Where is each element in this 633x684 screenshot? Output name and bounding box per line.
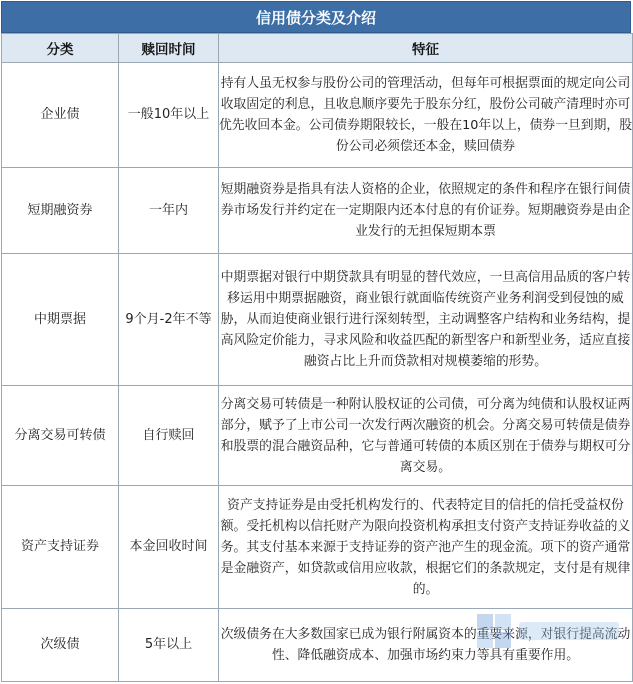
column-header-redemption: 赎回时间 [119, 34, 219, 63]
redemption-cell: 一年内 [119, 168, 219, 254]
redemption-cell: 自行赎回 [119, 386, 219, 486]
features-cell: 持有人虽无权参与股份公司的管理活动，但每年可根据票面的规定向公司收取固定的利息，且收息顺序要先于股东分红，股份公司破产清理时亦可优先收回本金。公司债券期限较长，一般在10年以上，债券一旦到期，股份公司必须偿还本金，赎回债券 [219, 63, 633, 168]
features-cell: 短期融资券是指具有法人资格的企业，依照规定的条件和程序在银行间债券市场发行并约定在一定期限内还本付息的有价证券。短期融资券是由企业发行的无担保短期本票 [219, 168, 633, 254]
table-row [2, 254, 633, 386]
features-cell: 次级债务在大多数国家已成为银行附属资本的重要来源，对银行提高流动性、降低融资成本、加强市场约束力等具有重要作用。 [219, 609, 633, 682]
table-row [2, 609, 633, 682]
category-cell: 分离交易可转债 [2, 386, 119, 486]
redemption-cell: 本金回收时间 [119, 486, 219, 609]
features-cell: 资产支持证券是由受托机构发行的、代表特定目的信托的信托受益权份额。受托机构以信托财产为限向投资机构承担支付资产支持证券收益的义务。其支付基本来源于支持证券的资产池产生的现金流。项下的资产通常是金融资产，如贷款或信用应收款，根据它们的条款规定，支付是有规律的。 [219, 486, 633, 609]
table-row [2, 168, 633, 254]
header-row [2, 34, 633, 63]
table-row [2, 63, 633, 168]
table-row [2, 486, 633, 609]
category-cell: 企业债 [2, 63, 119, 168]
redemption-cell: 一般10年以上 [119, 63, 219, 168]
table-title: 信用债分类及介绍 [1, 1, 631, 33]
bond-classification-table [1, 33, 633, 682]
category-cell: 中期票据 [2, 254, 119, 386]
category-cell: 短期融资券 [2, 168, 119, 254]
features-cell: 分离交易可转债是一种附认股权证的公司债，可分离为纯债和认股权证两部分，赋予了上市公司一次发行两次融资的机会。分离交易可转债是债券和股票的混合融资品种，它与普通可转债的本质区别在于债券与期权可分离交易。 [219, 386, 633, 486]
features-cell: 中期票据对银行中期贷款具有明显的替代效应，一旦高信用品质的客户转移运用中期票据融资，商业银行就面临传统资产业务利润受到侵蚀的威胁，从而迫使商业银行进行深刻转型，主动调整客户结构和业务结构，提高风险定价能力，寻求风险和收益匹配的新型客户和新型业务，适应直接融资占比上升而贷款相对规模萎缩的形势。 [219, 254, 633, 386]
category-cell: 次级债 [2, 609, 119, 682]
column-header-features: 特征 [219, 34, 633, 63]
table-row [2, 386, 633, 486]
redemption-cell: 9个月-2年不等 [119, 254, 219, 386]
column-header-category: 分类 [2, 34, 119, 63]
category-cell: 资产支持证券 [2, 486, 119, 609]
redemption-cell: 5年以上 [119, 609, 219, 682]
